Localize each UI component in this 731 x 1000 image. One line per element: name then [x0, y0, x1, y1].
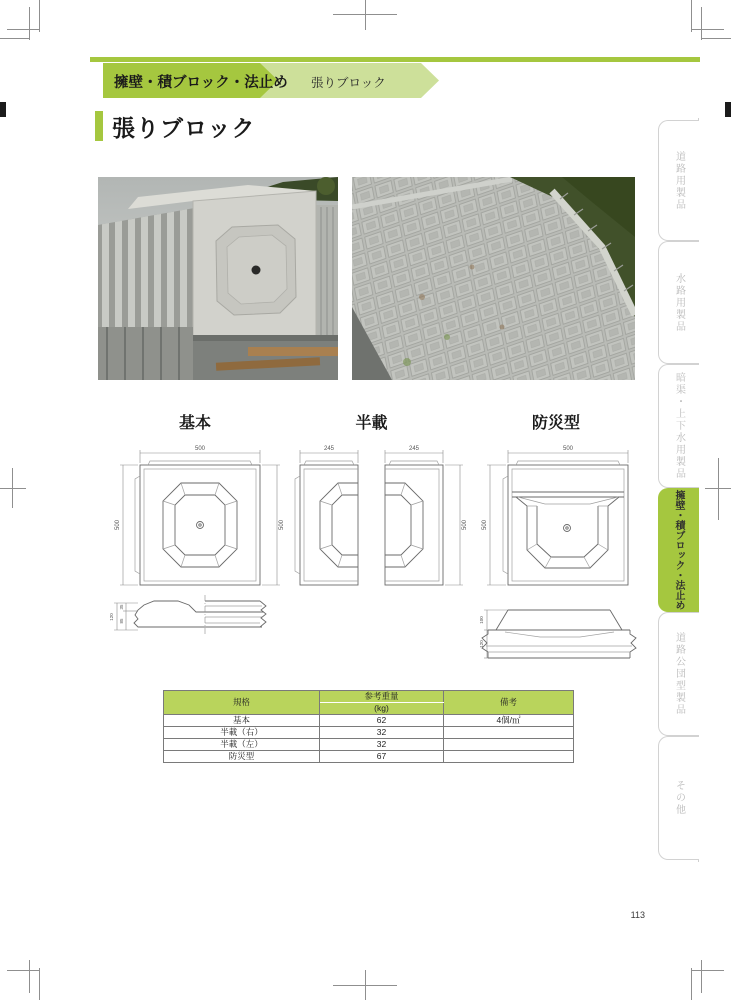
spec-cell: 半載（左） [164, 739, 320, 751]
crop-mark [691, 0, 692, 32]
remarks-cell [444, 727, 574, 739]
crop-mark [39, 0, 40, 32]
page-title [95, 110, 256, 142]
dim-disaster-section-upper: 100 [479, 616, 484, 624]
drawing-basic-plan [115, 446, 285, 585]
remarks-cell [444, 751, 574, 763]
sidebar-tab-label: 水路用製品 [673, 272, 685, 333]
weight-cell: 67 [320, 751, 444, 763]
drawing-half-left-plan [295, 446, 358, 585]
sidebar-tab-label: 擁壁・積ブロック・法止め [673, 490, 684, 610]
weight-cell: 62 [320, 715, 444, 727]
crop-mark [691, 968, 692, 1000]
crop-mark [29, 7, 30, 40]
crop-mark [29, 960, 30, 993]
spec-cell: 半載（右） [164, 727, 320, 739]
col-header-remarks: 備考 [444, 691, 574, 715]
dim-disaster-left: 500 [482, 519, 488, 531]
category-label: 擁壁・積ブロック・法止め [114, 75, 288, 91]
technical-drawings [90, 440, 650, 690]
spec-cell: 防災型 [164, 751, 320, 763]
crop-mark [12, 468, 13, 508]
crop-mark [701, 960, 702, 993]
variant-label-disaster: 防災型 [531, 415, 580, 432]
dim-half-right-side: 500 [462, 519, 468, 531]
bleed-mark [0, 102, 6, 117]
variant-label-basic: 基本 [178, 415, 211, 432]
crop-mark [691, 29, 724, 30]
dim-basic-left: 500 [115, 519, 121, 531]
drawing-disaster-plan [482, 446, 628, 585]
sidebar-tab-culvert-water-products[interactable] [658, 364, 699, 488]
weight-cell: 32 [320, 727, 444, 739]
crop-mark [365, 970, 366, 1000]
dim-section-total: 120 [109, 613, 114, 621]
table-row [164, 727, 574, 739]
dim-half-left-top: 245 [323, 446, 335, 452]
product-photo-stacked-blocks [98, 177, 338, 380]
dim-half-right-top: 245 [408, 446, 420, 452]
header-accent-rule [90, 57, 700, 62]
crop-mark [701, 7, 702, 40]
sidebar-tab-others[interactable] [658, 736, 699, 860]
sidebar-tab-road-products[interactable] [658, 120, 699, 241]
sidebar-tab-highway-corp-products[interactable] [658, 612, 699, 736]
category-banner [103, 63, 448, 98]
sidebar-tab-waterway-products[interactable] [658, 241, 699, 364]
crop-mark [0, 38, 30, 39]
crop-mark [0, 488, 26, 489]
drawing-basic-section [109, 595, 266, 635]
dim-section-lower: 85 [119, 618, 124, 624]
drawing-half-right-plan [385, 446, 468, 585]
installation-photo-slope [352, 177, 635, 380]
table-row [164, 739, 574, 751]
table-row [164, 751, 574, 763]
page-number: 113 [630, 910, 645, 920]
dim-basic-right: 500 [279, 519, 285, 531]
dim-basic-top: 500 [194, 446, 206, 452]
crop-mark [365, 0, 366, 30]
sidebar-tab-label: その他 [673, 780, 685, 816]
crop-mark [691, 970, 724, 971]
col-header-weight: 参考重量 [320, 691, 444, 703]
crop-mark [39, 968, 40, 1000]
bleed-mark [725, 102, 731, 117]
sidebar-tab-label: 道路用製品 [673, 150, 685, 211]
col-header-spec: 規格 [164, 691, 320, 715]
subcategory-label: 張りブロック [311, 76, 386, 90]
spec-cell: 基本 [164, 715, 320, 727]
spec-table [163, 690, 574, 763]
page-title-text: 張りブロック [112, 114, 256, 141]
crop-mark [718, 458, 719, 520]
variant-label-half: 半載 [355, 415, 388, 432]
dim-section-upper: 35 [119, 604, 124, 610]
sidebar-tab-retaining-wall-blocks[interactable] [658, 488, 699, 612]
dim-disaster-section-lower: 120 [479, 640, 484, 648]
title-accent-bar [95, 111, 103, 141]
sidebar-tab-label: 道路公団型製品 [673, 632, 685, 716]
dim-disaster-top: 500 [562, 446, 574, 452]
drawing-disaster-section [479, 610, 636, 658]
remarks-cell [444, 739, 574, 751]
table-row [164, 715, 574, 727]
crop-mark [7, 29, 40, 30]
col-header-weight-unit: (kg) [320, 703, 444, 715]
crop-mark [701, 38, 731, 39]
remarks-cell: 4個/㎡ [444, 715, 574, 727]
sidebar-tab-label: 暗渠・上下水用製品 [673, 372, 685, 480]
crop-mark [7, 970, 40, 971]
weight-cell: 32 [320, 739, 444, 751]
